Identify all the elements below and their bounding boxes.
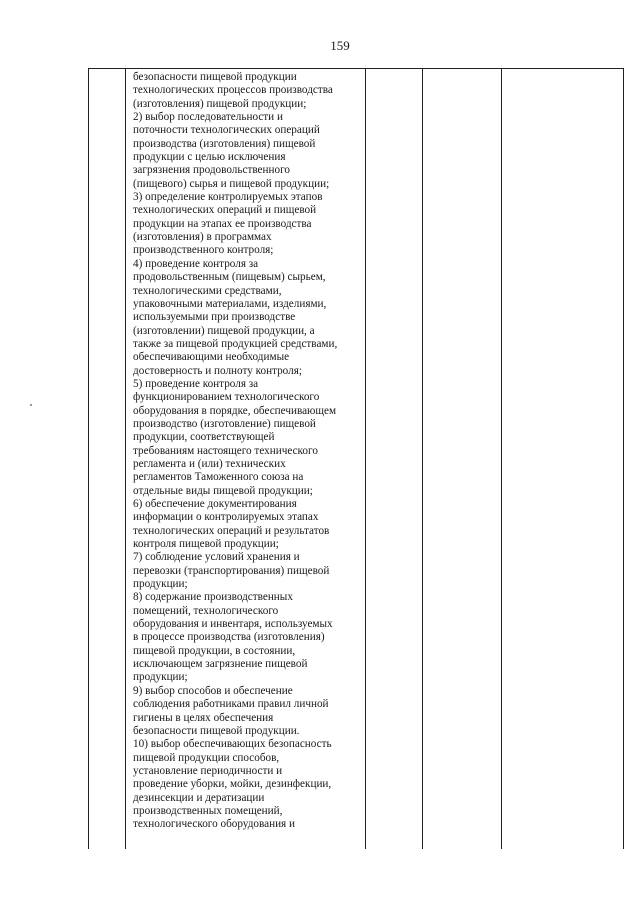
text-line: продукции на этапах ее производства: [133, 217, 312, 230]
text-line: продукции;: [133, 578, 188, 591]
text-line: оборудования и инвентаря, используемых: [133, 618, 333, 631]
requirements-text-cell: [133, 71, 365, 832]
text-line: производства (изготовления) пищевой: [133, 137, 316, 150]
scan-artifact: [30, 404, 32, 406]
text-line: 5) проведение контроля за: [133, 377, 259, 390]
text-line: исключающем загрязнение пищевой: [133, 658, 308, 671]
page-number: 159: [330, 38, 350, 53]
text-line: функционированием технологического: [133, 391, 320, 404]
text-line: пищевой продукции способов,: [133, 751, 280, 764]
text-line: безопасности пищевой продукции: [133, 71, 297, 83]
text-line: безопасности пищевой продукции.: [133, 724, 300, 737]
text-line: дезинсекции и дератизации: [133, 791, 265, 804]
text-line: установление периодичности и: [133, 764, 283, 777]
text-line: требованиям настоящего технического: [133, 444, 318, 457]
text-line: 9) выбор способов и обеспечение: [133, 684, 293, 697]
text-line: достоверность и полноту контроля;: [133, 364, 302, 377]
text-line: 10) выбор обеспечивающих безопасность: [133, 738, 332, 751]
text-line: производственных помещений,: [133, 804, 283, 817]
text-line: упаковочными материалами, изделиями,: [133, 297, 327, 310]
text-line: продовольственным (пищевым) сырьем,: [133, 271, 326, 284]
text-line: 8) содержание производственных: [133, 591, 293, 604]
column-divider: [365, 69, 366, 849]
text-line: технологического оборудования и: [133, 818, 295, 831]
text-line: 2) выбор последовательности и: [133, 111, 283, 124]
text-line: 3) определение контролируемых этапов: [133, 191, 323, 204]
text-line: гигиены в целях обеспечения: [133, 711, 274, 724]
text-line: контроля пищевой продукции;: [133, 538, 279, 551]
text-line: (пищевого) сырья и пищевой продукции;: [133, 177, 330, 190]
text-line: обеспечивающими необходимые: [133, 351, 290, 364]
text-line: 7) соблюдение условий хранения и: [133, 551, 300, 564]
text-line: информации о контролируемых этапах: [133, 511, 319, 524]
text-line: также за пищевой продукцией средствами,: [133, 337, 338, 350]
text-line: (изготовления) в программах: [133, 231, 272, 244]
text-line: загрязнения продовольственного: [133, 164, 290, 177]
requirements-table: [88, 68, 624, 849]
text-line: 4) проведение контроля за: [133, 257, 259, 270]
text-line: соблюдения работниками правил личной: [133, 698, 329, 711]
text-line: оборудования в порядке, обеспечивающем: [133, 404, 337, 417]
text-line: проведение уборки, мойки, дезинфекции,: [133, 778, 332, 791]
text-line: технологических операций и пищевой: [133, 204, 317, 217]
text-line: перевозки (транспортирования) пищевой: [133, 564, 330, 577]
text-line: пищевой продукции, в состоянии,: [133, 644, 296, 657]
text-line: технологическими средствами,: [133, 284, 282, 297]
text-line: (изготовления) пищевой продукции;: [133, 97, 307, 110]
text-line: продукции, соответствующей: [133, 431, 275, 444]
text-line: регламента и (или) технических: [133, 457, 286, 470]
text-line: (изготовлении) пищевой продукции, а: [133, 324, 315, 337]
column-divider: [501, 69, 502, 849]
text-line: продукции с целью исключения: [133, 151, 286, 164]
text-line: помещений, технологического: [133, 604, 279, 617]
text-line: поточности технологических операций: [133, 124, 320, 137]
text-line: используемыми при производстве: [133, 311, 296, 324]
text-line: продукции;: [133, 671, 188, 684]
text-line: технологических процессов производства: [133, 84, 333, 97]
text-line: отдельные виды пищевой продукции;: [133, 484, 313, 497]
column-divider: [422, 69, 423, 849]
text-line: производственного контроля;: [133, 244, 274, 257]
column-divider: [125, 69, 126, 849]
text-line: 6) обеспечение документирования: [133, 498, 297, 510]
text-line: производство (изготовление) пищевой: [133, 417, 316, 430]
text-line: регламентов Таможенного союза на: [133, 471, 304, 484]
text-line: технологических операций и результатов: [133, 524, 330, 537]
text-line: в процессе производства (изготовления): [133, 631, 325, 644]
